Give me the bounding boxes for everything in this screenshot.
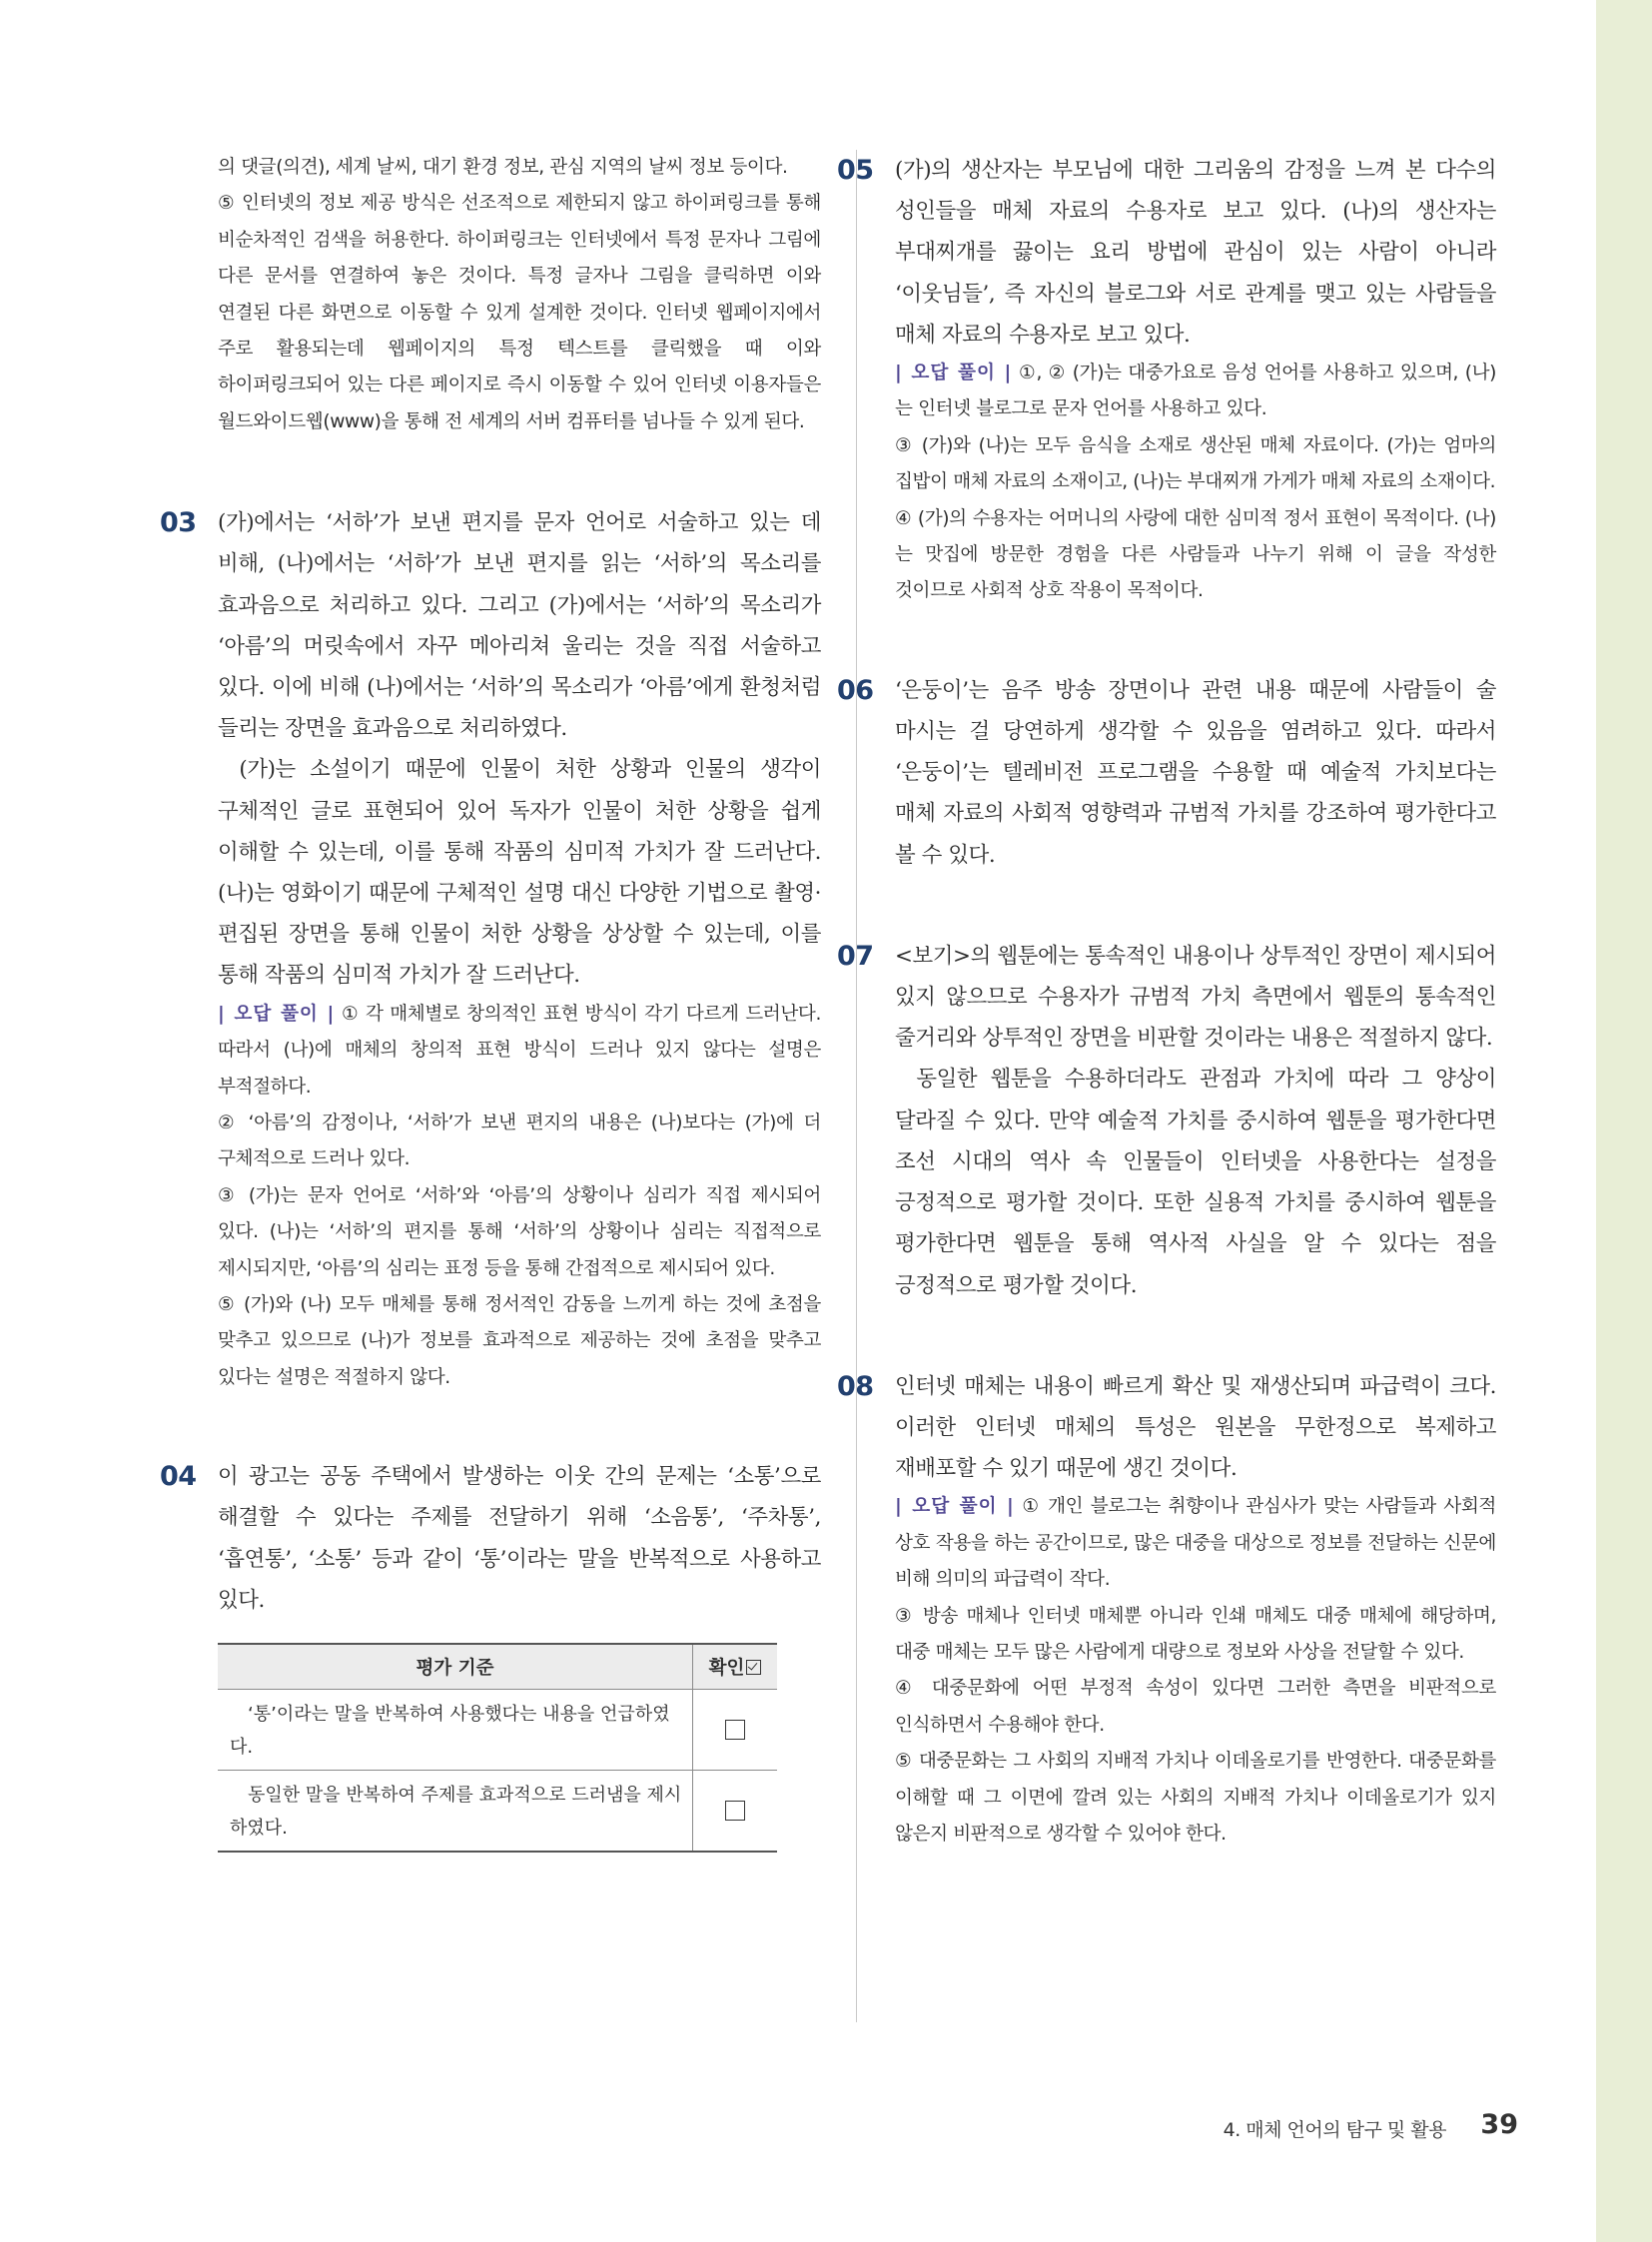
answer-note-item: ⑤ 대중문화는 그 사회의 지배적 가치나 이데올로기를 반영한다. 대중문화를 이해할 때 그 이면에 깔려 있는 사회의 지배적 가치나 이데올로기가 있지 않은지 비판적으로 생각할 수 있어야 한다. [895, 1751, 1496, 1845]
question-number: 05 [837, 155, 874, 186]
answer-note-label: | 오답 풀이 | [895, 1496, 1015, 1518]
answer-note-item: ④ 대중문화에 어떤 부정적 속성이 있다면 그러한 측면을 비판적으로 인식하면서 수용해야 한다. [895, 1678, 1496, 1736]
answer-note-item: ④ (가)의 수용자는 어머니의 사랑에 대한 심미적 정서 표현이 목적이다. (나)는 맛집에 방문한 경험을 다른 사람들과 나누기 위해 이 글을 작성한 것이므로 사회적 상호 작용이 목적이다. [895, 507, 1496, 602]
answer-note-first [895, 1489, 1496, 1598]
right-column [837, 150, 1497, 1853]
question-number: 06 [837, 674, 874, 706]
answer-note-item: ③ (가)는 문자 언어로 ‘서하’와 ‘아름’의 상황이나 심리가 직접 제시되어 있다. (나)는 ‘서하’의 편지를 통해 ‘서하’의 상황이나 심리는 직접적으로 제시되지만, ‘아름’의 심리는 표정 등을 통해 간접적으로 제시되어 있다. [218, 1184, 821, 1279]
question-number: 04 [160, 1461, 197, 1493]
question-03 [160, 502, 821, 1396]
question-07-paragraph-2: 동일한 웹툰을 수용하더라도 관점과 가치에 따라 그 양상이 달라질 수 있다. 만약 예술적 가치를 중시하여 웹툰을 평가한다면 조선 시대의 역사 속 인물들이 인터넷을 사용한다는 설정을 긍정적으로 평가할 것이다. 또한 실용적 가치를 중시하여 웹툰을 평가한다면 웹툰을 통해 역사적 사실을 알 수 있다는 점을 긍정적으로 평가할 것이다. [895, 1067, 1496, 1298]
table-row [218, 1770, 777, 1852]
criteria-cell [218, 1770, 693, 1852]
question-08-paragraph-1: 인터넷 매체는 내용이 빠르게 확산 및 재생산되며 파급력이 크다. 이러한 인터넷 매체의 특성은 원본을 무한정으로 복제하고 재배포할 수 있기 때문에 생긴 것이다. [895, 1373, 1496, 1482]
answer-note-item: ⑤ (가)와 (나) 모두 매체를 통해 정서적인 감동을 느끼게 하는 것에 초점을 맞추고 있으므로 (나)가 정보를 효과적으로 제공하는 것에 초점을 맞추고 있다는 설명은 적절하지 않다. [218, 1293, 821, 1388]
answer-note-text: ① 개인 블로그는 취향이나 관심사가 맞는 사람들과 사회적 상호 작용을 하는 공간이므로, 많은 대중을 대상으로 정보를 전달하는 신문에 비해 의미의 파급력이 작다. [895, 1496, 1496, 1591]
criteria-text: ‘통’이라는 말을 반복하여 사용했다는 내용을 언급하였다. [230, 1703, 670, 1758]
check-header-label: 확인 [708, 1657, 745, 1679]
table-row [218, 1689, 777, 1770]
question-05-paragraph-1: (가)의 생산자는 부모님에 대한 그리움의 감정을 느껴 본 다수의 성인들을 매체 자료의 수용자로 보고 있다. (나)의 생산자는 부대찌개를 끓이는 요리 방법에 관심이 있는 사람이 아니라 ‘이웃님들’, 즉 자신의 블로그와 서로 관계를 맺고 있는 사람들을 매체 자료의 수용자로 보고 있다. [895, 158, 1496, 348]
page-number: 39 [1480, 2109, 1518, 2140]
left-column [160, 150, 821, 1853]
evaluation-criteria-header: 평가 기준 [218, 1644, 693, 1690]
checkbox-checked-icon [746, 1660, 761, 1675]
column-divider [856, 150, 857, 2022]
question-06 [837, 670, 1496, 876]
question-04 [160, 1456, 821, 1853]
evaluation-check-header [693, 1644, 778, 1690]
intro-paragraph-2: ⑤ 인터넷의 정보 제공 방식은 선조적으로 제한되지 않고 하이퍼링크를 통해 비순차적인 검색을 허용한다. 하이퍼링크는 인터넷에서 특정 문자나 그림에 다른 문서를 연결하여 놓은 것이다. 특정 글자나 그림을 클릭하면 이와 연결된 다른 화면으로 이동할 수 있게 설계한 것이다. 인터넷 웹페이지에서 주로 활용되는데 웹페이지의 특정 텍스트를 클릭했을 때 이와 하이퍼링크되어 있는 다른 페이지로 즉시 이동할 수 있어 인터넷 이용자들은 월드와이드웹(www)을 통해 전 세계의 서버 컴퓨터를 넘나들 수 있게 된다. [218, 193, 821, 432]
answer-note-item: ③ 방송 매체나 인터넷 매체뿐 아니라 인쇄 매체도 대중 매체에 해당하며, 대중 매체는 모두 많은 사람에게 대량으로 정보와 사상을 전달할 수 있다. [895, 1605, 1496, 1663]
answer-note-label: | 오답 풀이 | [895, 363, 1013, 384]
checkbox[interactable] [725, 1720, 745, 1740]
check-cell [693, 1770, 778, 1852]
question-number: 08 [837, 1370, 874, 1402]
answer-note-item: ③ (가)와 (나)는 모두 음식을 소재로 생산된 매체 자료이다. (가)는 엄마의 집밥이 매체 자료의 소재이고, (나)는 부대찌개 가게가 매체 자료의 소재이다. [895, 434, 1496, 493]
answer-note-item: ② ‘아름’의 감정이나, ‘서하’가 보낸 편지의 내용은 (나)보다는 (가)에 더 구체적으로 드러나 있다. [218, 1112, 821, 1170]
question-number: 07 [837, 940, 874, 972]
question-07-paragraph-1: <보기>의 웹툰에는 통속적인 내용이나 상투적인 장면이 제시되어 있지 않으므로 수용자가 규범적 가치 측면에서 웹툰의 통속적인 줄거리와 상투적인 장면을 비판할 것이라는 내용은 적절하지 않다. [895, 943, 1496, 1052]
intro-paragraph-1: 의 댓글(의견), 세계 날씨, 대기 환경 정보, 관심 지역의 날씨 정보 등이다. [218, 157, 788, 178]
evaluation-table [218, 1643, 777, 1853]
answer-note-first [218, 997, 821, 1106]
checkbox[interactable] [725, 1801, 745, 1821]
question-03-paragraph-2: (가)는 소설이기 때문에 인물이 처한 상황과 인물의 생각이 구체적인 글로 표현되어 있어 독자가 인물이 처한 상황을 쉽게 이해할 수 있는데, 이를 통해 작품의 심미적 가치가 잘 드러난다. (나)는 영화이기 때문에 구체적인 설명 대신 다양한 기법으로 촬영·편집된 장면을 통해 인물이 처한 상황을 상상할 수 있는데, 이를 통해 작품의 심미적 가치가 잘 드러난다. [218, 757, 821, 989]
chapter-title: 4. 매체 언어의 탐구 및 활용 [1223, 2119, 1446, 2141]
page-footer [1209, 2109, 1518, 2149]
answer-note-text: ①, ② (가)는 대중가요로 음성 언어를 사용하고 있으며, (나)는 인터넷 블로그로 문자 언어를 사용하고 있다. [895, 363, 1497, 420]
answer-note-text: ① 각 매체별로 창의적인 표현 방식이 각기 다르게 드러난다. 따라서 (나)에 매체의 창의적 표현 방식이 드러나 있지 않다는 설명은 부적절하다. [218, 1003, 821, 1098]
question-number: 03 [160, 507, 197, 539]
question-07 [837, 936, 1496, 1306]
criteria-text: 동일한 말을 반복하여 주제를 효과적으로 드러냄을 제시하였다. [230, 1784, 682, 1839]
criteria-cell [218, 1689, 693, 1770]
answer-note-first [895, 356, 1496, 428]
answer-note-label: | 오답 풀이 | [218, 1003, 336, 1025]
page-side-band [1596, 0, 1652, 2242]
check-cell [693, 1689, 778, 1770]
question-04-paragraph-1: 이 광고는 공동 주택에서 발생하는 이웃 간의 문제는 ‘소통’으로 해결할 수 있다는 주제를 전달하기 위해 ‘소음통’, ‘주차통’, ‘흡연통’, ‘소통’ 등과 같이 ‘통’이라는 말을 반복적으로 사용하고 있다. [218, 1464, 821, 1613]
question-03-paragraph-1: (가)에서는 ‘서하’가 보낸 편지를 문자 언어로 서술하고 있는 데 비해, (나)에서는 ‘서하’가 보낸 편지를 읽는 ‘서하’의 목소리를 효과음으로 처리하고 있다. 그리고 (가)에서는 ‘서하’의 목소리가 ‘아름’의 머릿속에서 자꾸 메아리쳐 울리는 것을 직접 서술하고 있다. 이에 비해 (나)에서는 ‘서하’의 목소리가 ‘아름’에게 환청처럼 들리는 장면을 효과음으로 처리하였다. [218, 510, 821, 742]
question-06-paragraph-1: ‘은둥이’는 음주 방송 장면이나 관련 내용 때문에 사람들이 술 마시는 걸 당연하게 생각할 수 있음을 염려하고 있다. 따라서 ‘은둥이’는 텔레비전 프로그램을 수용할 때 예술적 가치보다는 매체 자료의 사회적 영향력과 규범적 가치를 강조하여 평가한다고 볼 수 있다. [895, 677, 1496, 868]
question-05 [837, 150, 1497, 610]
question-08 [837, 1366, 1496, 1854]
